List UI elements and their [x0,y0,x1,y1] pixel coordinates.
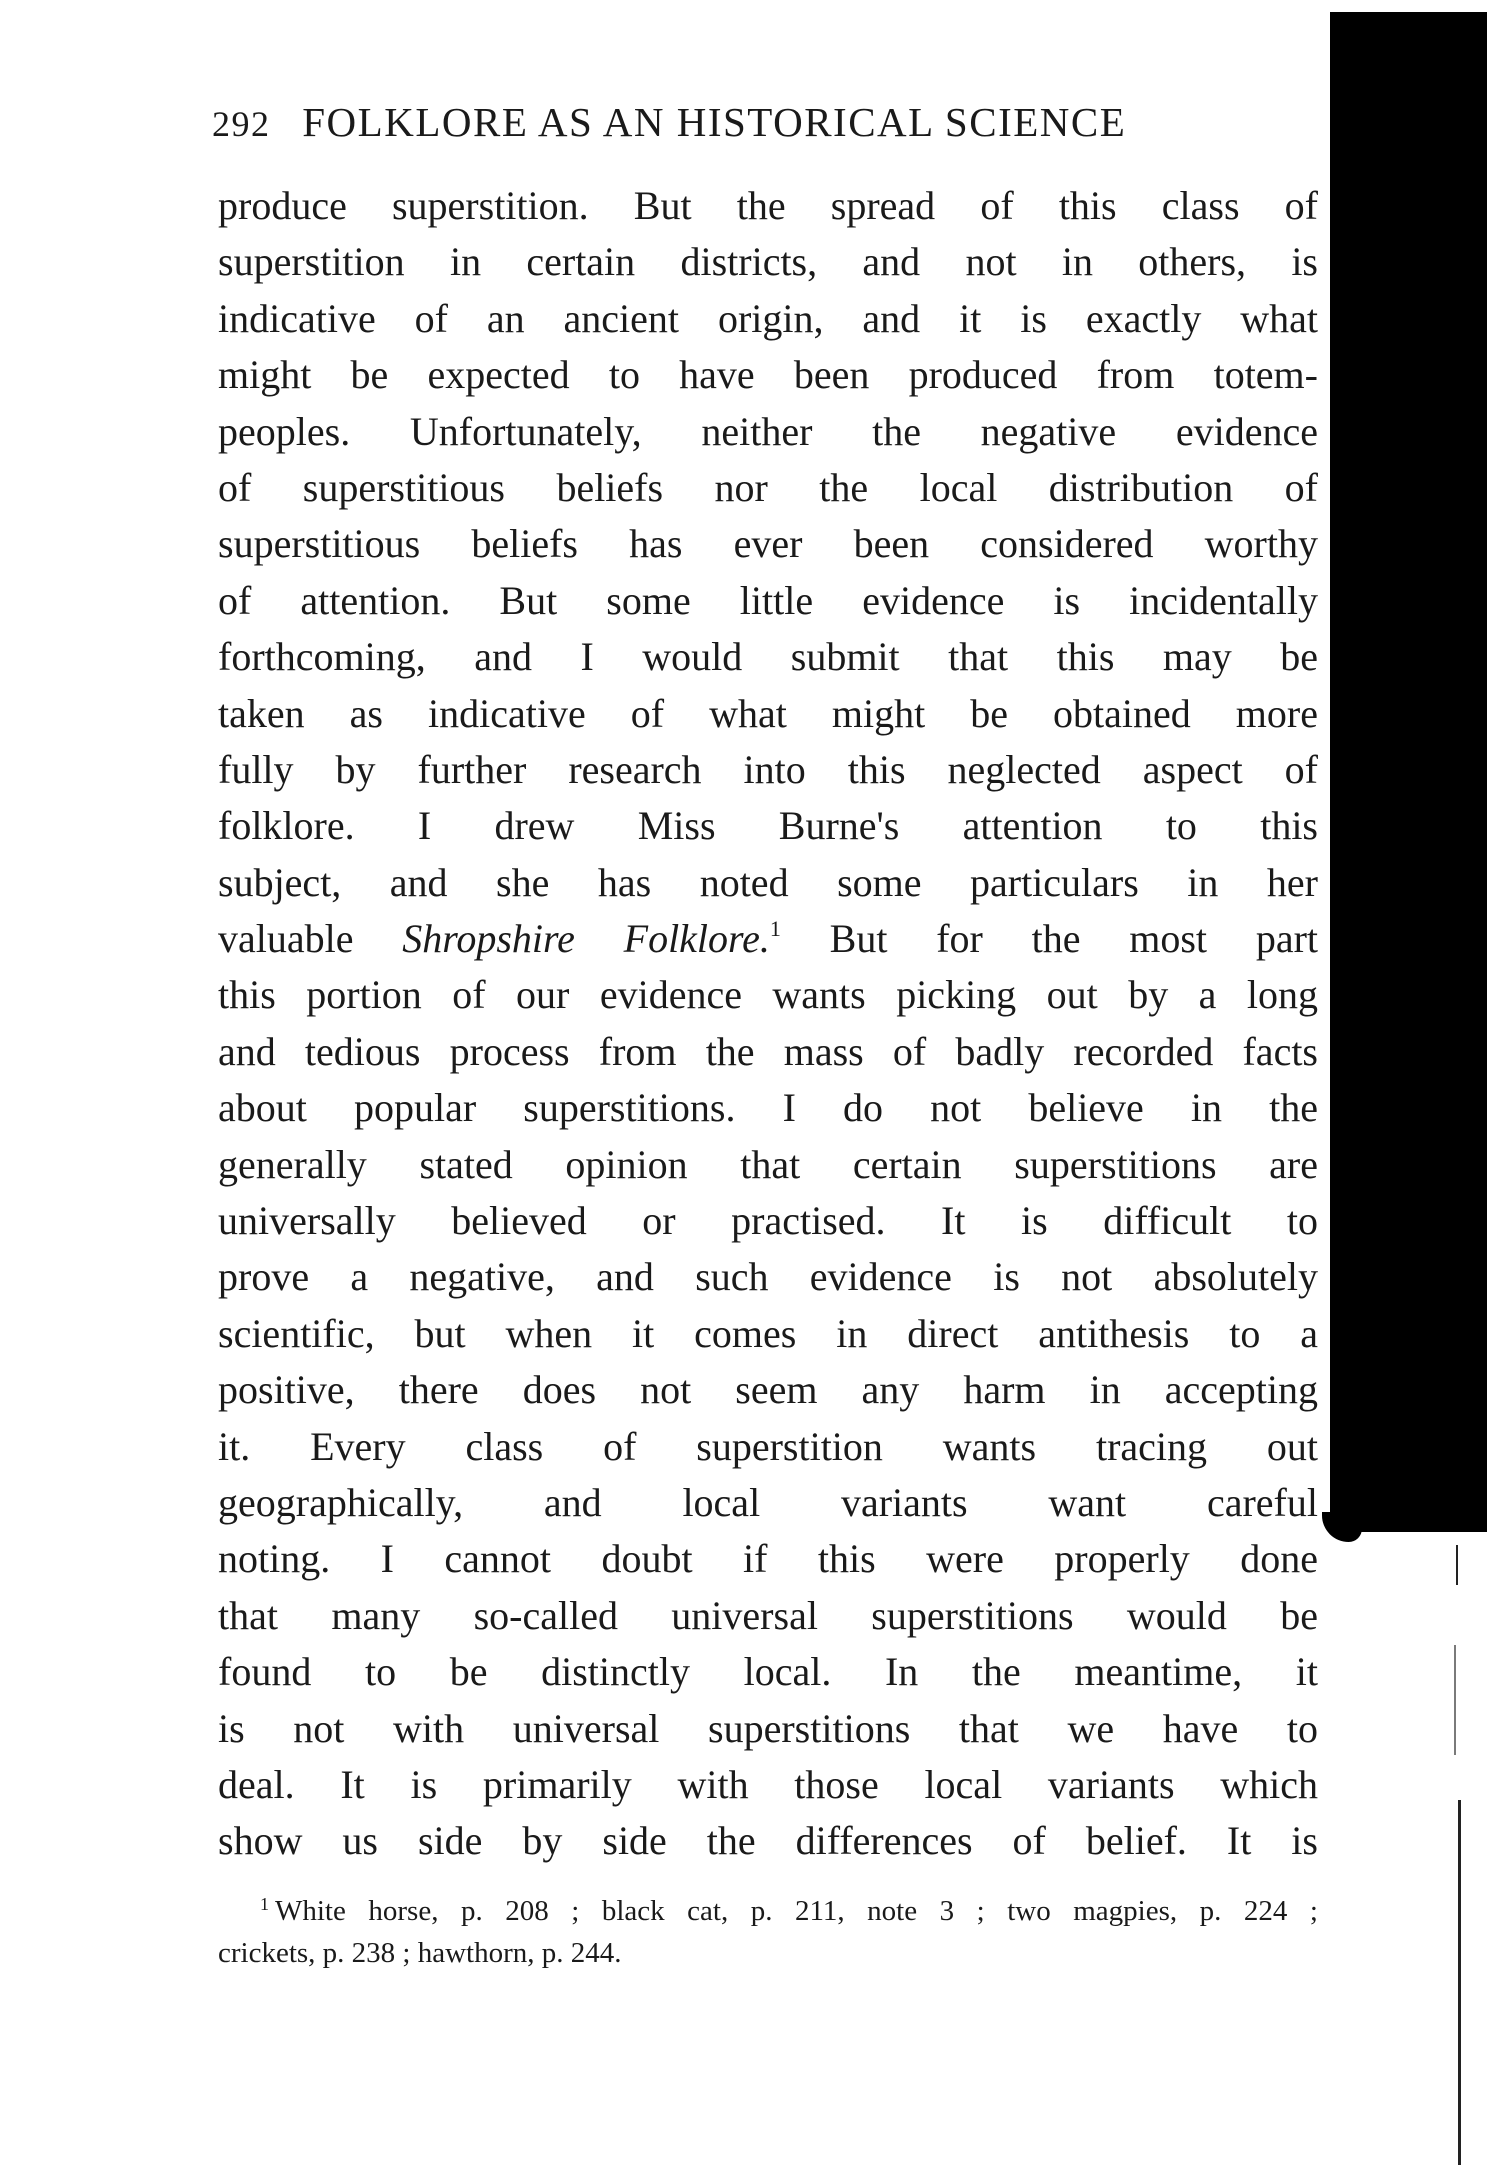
text-line: and tedious process from the mass of badly recorded facts [218,1028,1318,1074]
text-line: might be expected to have been produced from totem- [218,352,1318,398]
text-line: is not with universal superstitions that we have to [218,1705,1318,1751]
text-line: forthcoming, and I would submit that this may be [218,634,1318,680]
text-line: noting. I cannot doubt if this were properly done [218,1536,1318,1582]
text-line: show us side by side the differences of belief. It is [218,1818,1318,1864]
text-line: this portion of our evidence wants picking out by a long [218,972,1318,1018]
body-text [218,178,1318,1870]
text-line: that many so-called universal superstitions would be [218,1592,1318,1638]
text-line: superstitious beliefs has ever been considered worthy [218,521,1318,567]
text-line: about popular superstitions. I do not believe in the [218,1085,1318,1131]
text-line: indicative of an ancient origin, and it is exactly what [218,295,1318,341]
footnote-reference[interactable]: 1 [769,916,781,942]
footnote-line: crickets, p. 238 ; hawthorn, p. 244. [218,1937,622,1969]
text-line: superstition in certain districts, and not in others, is [218,239,1318,285]
text-line: generally stated opinion that certain superstitions are [218,1141,1318,1187]
text-line: prove a negative, and such evidence is not absolutely [218,1254,1318,1300]
book-title-italic: Shropshire Folklore. [402,916,770,962]
text-line: deal. It is primarily with those local variants which [218,1761,1318,1807]
running-head [212,98,1252,146]
scan-artifact-line [1458,1800,1461,2165]
footnote-line [218,1890,1318,1932]
scan-shadow-edge [1322,1512,1362,1542]
text-line: it. Every class of superstition wants tracing out [218,1423,1318,1469]
text-line: produce superstition. But the spread of this class of [218,183,1318,228]
text-segment: But for the most part [780,916,1318,962]
text-line: of attention. But some little evidence is incidentally [218,577,1318,623]
text-segment: valuable [218,916,403,962]
text-line: scientific, but when it comes in direct antithesis to a [218,1310,1318,1356]
text-line: taken as indicative of what might be obtained more [218,690,1318,736]
text-line: peoples. Unfortunately, neither the negative evidence [218,408,1318,454]
text-line: subject, and she has noted some particulars in her [218,859,1318,905]
text-line: found to be distinctly local. In the meantime, it [218,1649,1318,1695]
text-line: geographically, and local variants want careful [218,1479,1318,1525]
scan-artifact-line [1456,1545,1458,1585]
page-number: 292 [212,104,271,144]
footnote-marker: 1 [260,1894,269,1914]
text-line: of superstitious beliefs nor the local distribution of [218,464,1318,510]
scan-shadow-bar [1330,12,1487,1532]
text-line: universally believed or practised. It is difficult to [218,1198,1318,1244]
footnote [218,1890,1318,1974]
text-line: positive, there does not seem any harm in accepting [218,1367,1318,1413]
text-line: folklore. I drew Miss Burne's attention to this [218,803,1318,849]
running-title: FOLKLORE AS AN HISTORICAL SCIENCE [302,99,1127,145]
text-line: fully by further research into this neglected aspect of [218,746,1318,792]
footnote-text: White horse, p. 208 ; black cat, p. 211, note 3 ; two magpies, p. 224 ; [275,1895,1318,1927]
scan-artifact-line [1454,1645,1456,1755]
text-line-with-citation [218,911,1318,967]
